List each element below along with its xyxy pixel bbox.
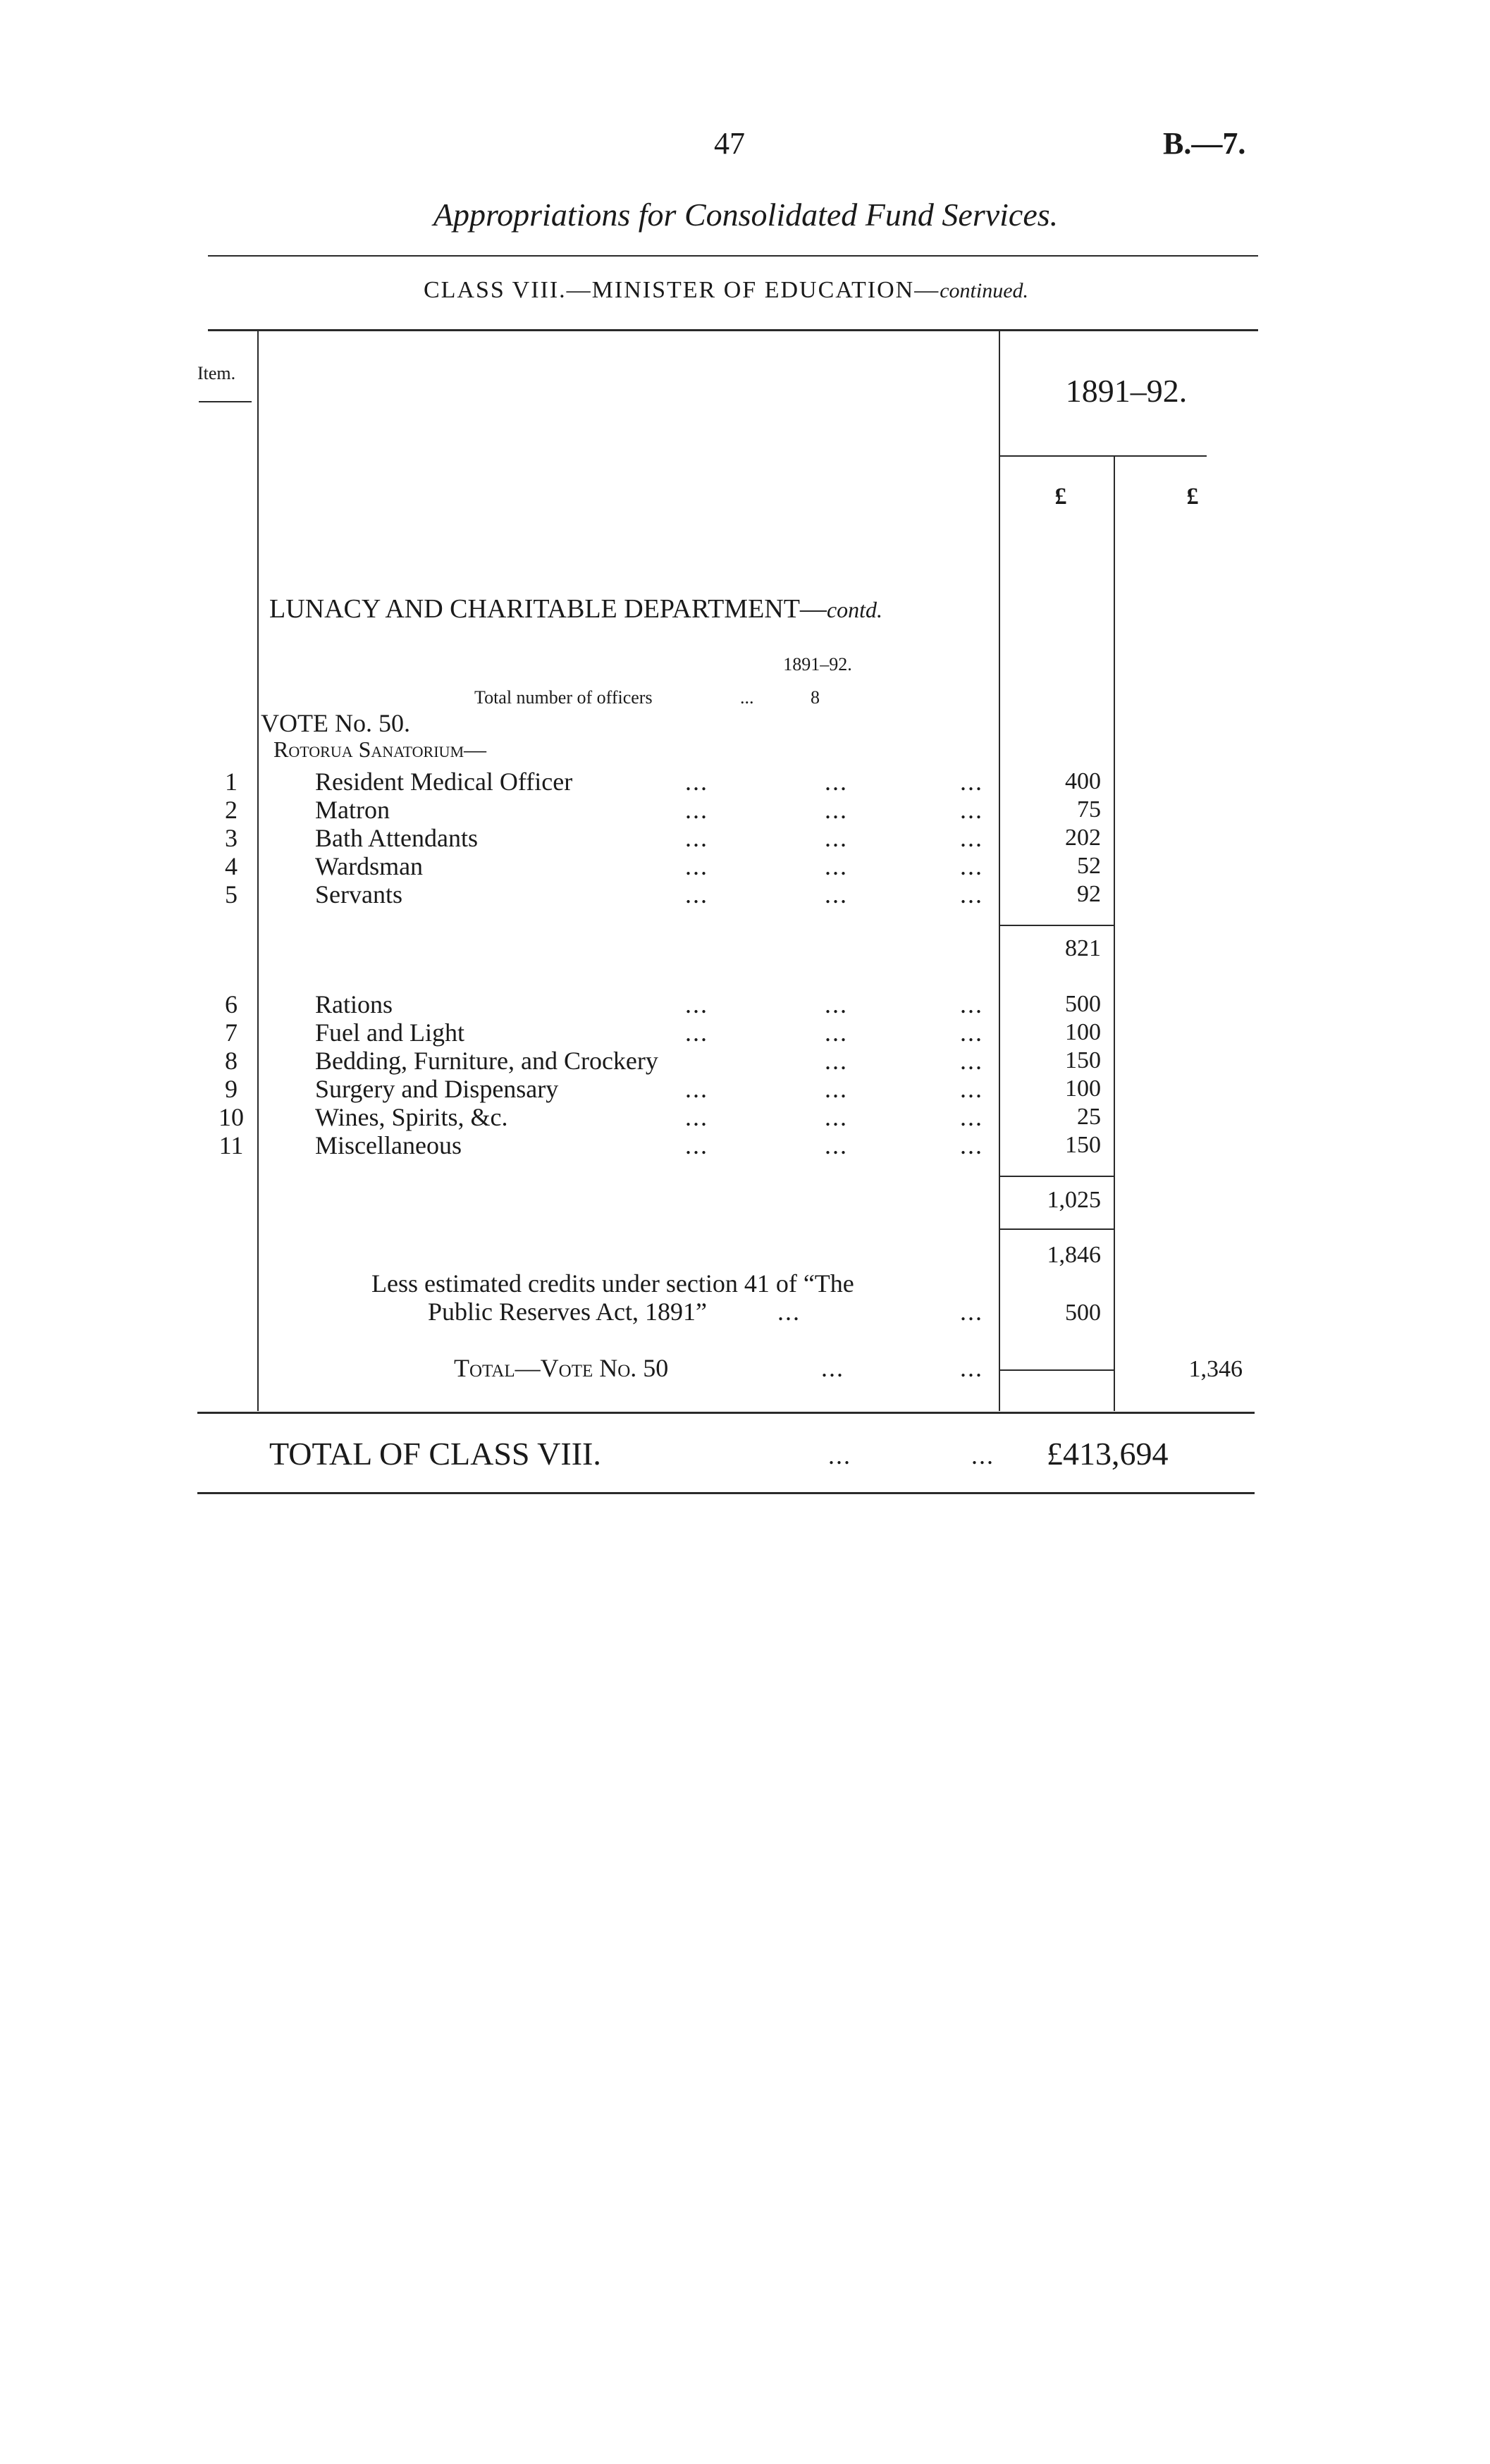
item-header-rule <box>199 401 252 402</box>
class-total-bottom-rule <box>197 1492 1255 1494</box>
item-number: 8 <box>225 1047 238 1075</box>
item-label: Servants <box>315 880 402 908</box>
item-number: 1 <box>225 768 238 796</box>
class-heading-continued: continued. <box>940 279 1029 302</box>
item-label: Matron <box>315 796 390 824</box>
officers-count: 8 <box>811 687 820 708</box>
other-subtotal: 1,025 <box>1047 1187 1101 1213</box>
leader-dots: ... <box>971 1441 995 1470</box>
leader-dots: ... <box>685 1018 708 1047</box>
item-amount: 100 <box>1065 1019 1101 1045</box>
credits-line2: Public Reserves Act, 1891” <box>428 1298 707 1326</box>
item-amount: 400 <box>1065 768 1101 794</box>
item-label: Bedding, Furniture, and Crockery <box>315 1047 658 1075</box>
item-number: 7 <box>225 1018 238 1047</box>
class-heading-main: CLASS VIII.—MINISTER OF EDUCATION— <box>423 277 940 303</box>
department-heading <box>269 593 882 624</box>
leader-dots: ... <box>960 1354 983 1382</box>
leader-dots: ... <box>825 1075 848 1103</box>
item-amount: 150 <box>1065 1047 1101 1073</box>
subtotal-rule <box>1000 1176 1114 1177</box>
leader-dots: ... <box>960 990 983 1018</box>
item-number: 11 <box>218 1131 244 1159</box>
item-number: 10 <box>218 1103 244 1131</box>
leader-dots: ... <box>825 1047 848 1075</box>
leader-dots: ... <box>960 1131 983 1159</box>
leader-dots: ... <box>685 768 708 796</box>
item-column-header: Item. <box>197 363 236 383</box>
subtotal-column-rule <box>1114 457 1115 1411</box>
leader-dots: ... <box>960 796 983 824</box>
item-label: Wines, Spirits, &c. <box>315 1103 508 1131</box>
gross-total-rule <box>1000 1228 1114 1230</box>
department-title: LUNACY AND CHARITABLE DEPARTMENT— <box>269 594 827 624</box>
page-number: 47 <box>714 126 745 161</box>
leader-dots: ... <box>821 1354 844 1382</box>
vote-total-rule <box>1000 1369 1114 1371</box>
currency-symbol-col1: £ <box>1054 483 1067 510</box>
leader-dots: ... <box>685 1075 708 1103</box>
leader-dots: ... <box>825 1131 848 1159</box>
leader-dots: ... <box>960 1018 983 1047</box>
officers-dots: ... <box>740 687 754 708</box>
section-heading: Rotorua Sanatorium— <box>273 737 487 762</box>
class-heading <box>424 277 1028 304</box>
leader-dots: ... <box>685 990 708 1018</box>
leader-dots: ... <box>825 852 848 880</box>
year-header-rule <box>999 455 1207 457</box>
leader-dots: ... <box>825 1018 848 1047</box>
class-total-label: TOTAL OF CLASS VIII. <box>269 1436 601 1472</box>
item-amount: 100 <box>1065 1076 1101 1102</box>
table-top-rule <box>208 329 1258 331</box>
leader-dots: ... <box>960 1047 983 1075</box>
leader-dots: ... <box>685 796 708 824</box>
credits-line1: Less estimated credits under section 41 of “The <box>371 1269 854 1298</box>
page-title: Appropriations for Consolidated Fund Services. <box>433 197 1059 233</box>
item-label: Fuel and Light <box>315 1018 464 1047</box>
item-label: Wardsman <box>315 852 424 880</box>
item-amount: 25 <box>1077 1104 1101 1130</box>
gross-total: 1,846 <box>1047 1242 1101 1268</box>
item-number: 4 <box>225 852 238 880</box>
leader-dots: ... <box>777 1298 801 1326</box>
item-number: 2 <box>225 796 238 824</box>
item-amount: 75 <box>1077 796 1101 823</box>
leader-dots: ... <box>685 1103 708 1131</box>
leader-dots: ... <box>960 768 983 796</box>
item-number: 5 <box>225 880 238 908</box>
leader-dots: ... <box>825 880 848 908</box>
leader-dots: ... <box>685 1131 708 1159</box>
leader-dots: ... <box>825 1103 848 1131</box>
item-column-rule <box>257 331 259 1411</box>
item-label: Surgery and Dispensary <box>315 1075 559 1103</box>
leader-dots: ... <box>825 990 848 1018</box>
item-label: Miscellaneous <box>315 1131 462 1159</box>
item-amount: 92 <box>1077 881 1101 907</box>
item-amount: 500 <box>1065 991 1101 1017</box>
vote-total-amount: 1,346 <box>1188 1356 1243 1382</box>
item-number: 9 <box>225 1075 238 1103</box>
leader-dots: ... <box>960 1075 983 1103</box>
item-number: 3 <box>225 824 238 852</box>
class-total-top-rule <box>197 1412 1255 1414</box>
header-rule <box>208 255 1258 257</box>
leader-dots: ... <box>960 824 983 852</box>
item-label: Bath Attendants <box>315 824 478 852</box>
leader-dots: ... <box>960 1298 983 1326</box>
leader-dots: ... <box>685 852 708 880</box>
leader-dots: ... <box>960 1103 983 1131</box>
item-label: Resident Medical Officer <box>315 768 573 796</box>
leader-dots: ... <box>960 852 983 880</box>
item-amount: 52 <box>1077 853 1101 879</box>
officers-year: 1891–92. <box>783 654 852 674</box>
leader-dots: ... <box>685 824 708 852</box>
item-amount: 150 <box>1065 1132 1101 1158</box>
item-amount: 202 <box>1065 825 1101 851</box>
leader-dots: ... <box>828 1441 851 1470</box>
document-reference: B.—7. <box>1163 126 1246 161</box>
leader-dots: ... <box>825 824 848 852</box>
vote-total-label: Total—Vote No. 50 <box>454 1354 669 1382</box>
leader-dots: ... <box>825 768 848 796</box>
leader-dots: ... <box>685 880 708 908</box>
department-title-contd: contd. <box>826 597 883 622</box>
subtotal-rule <box>1000 925 1114 926</box>
credits-amount: 500 <box>1065 1300 1101 1326</box>
staff-subtotal: 821 <box>1065 935 1101 961</box>
item-label: Rations <box>315 990 393 1018</box>
officers-label: Total number of officers <box>474 687 653 708</box>
year-column-header: 1891–92. <box>1065 373 1188 409</box>
leader-dots: ... <box>825 796 848 824</box>
leader-dots: ... <box>960 880 983 908</box>
amount-column-rule <box>999 331 1000 1411</box>
item-number: 6 <box>225 990 238 1018</box>
class-total-amount: £413,694 <box>1047 1436 1169 1472</box>
vote-label: VOTE No. 50. <box>261 709 410 737</box>
currency-symbol-col2: £ <box>1186 483 1199 510</box>
